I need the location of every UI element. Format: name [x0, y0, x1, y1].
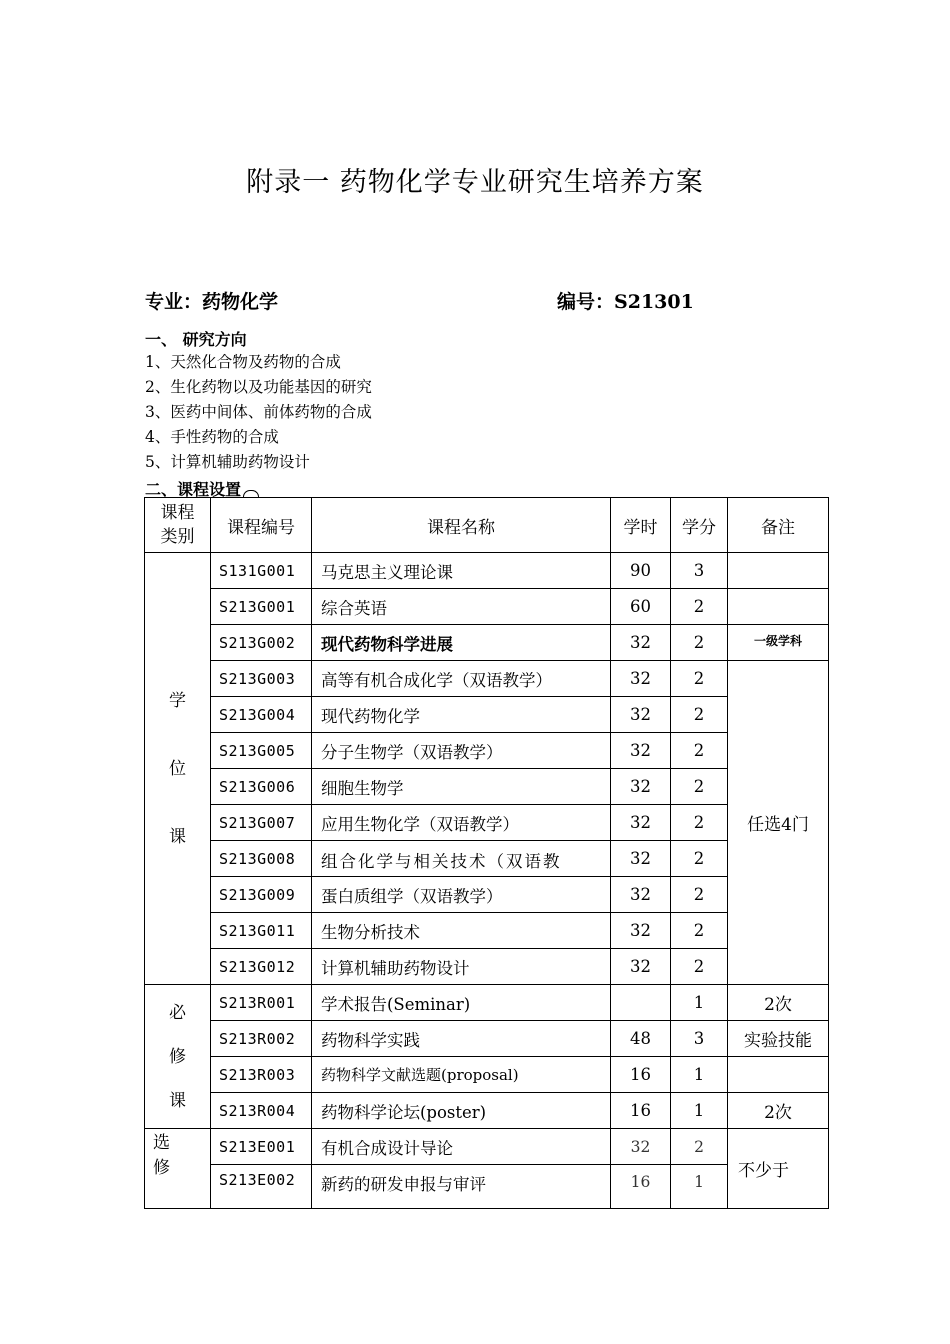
course-credits: 3 [671, 1021, 728, 1057]
table-row [145, 1057, 829, 1093]
table-row [145, 949, 829, 985]
course-name: 分子生物学（双语教学） [312, 733, 611, 769]
table-row [145, 697, 829, 733]
direction-item: 4、手性药物的合成 [145, 428, 279, 446]
course-code: S213G009 [211, 877, 312, 913]
merged-note-elective-group: 不少于 [728, 1129, 829, 1209]
course-hours: 60 [611, 589, 671, 625]
course-name: 药物科学论坛(poster) [312, 1093, 611, 1129]
course-hours: 32 [611, 913, 671, 949]
course-name: 学术报告(Seminar) [312, 985, 611, 1021]
course-credits: 2 [671, 1129, 728, 1165]
course-hours: 32 [611, 841, 671, 877]
course-code: S213G001 [211, 589, 312, 625]
header-name: 课程名称 [312, 498, 611, 553]
course-credits: 2 [671, 697, 728, 733]
course-name: 组合化学与相关技术（双语教 [312, 841, 611, 877]
table-row [145, 1093, 829, 1129]
course-code: S213G007 [211, 805, 312, 841]
course-credits: 2 [671, 733, 728, 769]
course-name: 现代药物化学 [312, 697, 611, 733]
header-note: 备注 [728, 498, 829, 553]
direction-item: 1、天然化合物及药物的合成 [145, 353, 341, 371]
course-name: 有机合成设计导论 [312, 1129, 611, 1165]
course-hours: 32 [611, 661, 671, 697]
course-note [728, 1057, 829, 1093]
course-name: 综合英语 [312, 589, 611, 625]
course-credits: 1 [671, 1165, 728, 1209]
course-code: S213G012 [211, 949, 312, 985]
course-note: 2次 [728, 985, 829, 1021]
course-credits: 2 [671, 805, 728, 841]
table-row [145, 1165, 829, 1209]
course-code: S213G005 [211, 733, 312, 769]
category-elective: 选修 [145, 1129, 211, 1209]
course-note: 实验技能 [728, 1021, 829, 1057]
table-row [145, 805, 829, 841]
course-name: 高等有机合成化学（双语教学） [312, 661, 611, 697]
course-name: 细胞生物学 [312, 769, 611, 805]
course-credits: 3 [671, 553, 728, 589]
table-row [145, 841, 829, 877]
course-name: 蛋白质组学（双语教学） [312, 877, 611, 913]
program-code: 编号：S21301 [557, 291, 694, 313]
course-credits: 2 [671, 625, 728, 661]
section-courses-title-text: 二、课程设置 [145, 480, 242, 499]
course-name: 药物科学文献选题(proposal) [312, 1057, 611, 1093]
course-note [728, 553, 829, 589]
course-code: S213G003 [211, 661, 312, 697]
course-code: S213E002 [211, 1165, 312, 1209]
course-name: 马克思主义理论课 [312, 553, 611, 589]
course-credits: 1 [671, 1093, 728, 1129]
major-label: 专业：药物化学 [145, 291, 279, 313]
course-hours [611, 985, 671, 1021]
category-required: 必 修 课 [145, 985, 211, 1129]
course-credits: 2 [671, 769, 728, 805]
course-hours: 32 [611, 625, 671, 661]
category-degree: 学 位 课 [145, 553, 211, 985]
header-code: 课程编号 [211, 498, 312, 553]
course-hours: 16 [611, 1057, 671, 1093]
table-row [145, 553, 829, 589]
table-row [145, 661, 829, 697]
page-title: 附录一 药物化学专业研究生培养方案 [246, 167, 704, 198]
course-credits: 2 [671, 661, 728, 697]
course-code: S213R004 [211, 1093, 312, 1129]
course-name: 新药的研发申报与审评 [312, 1165, 611, 1209]
course-code: S213G002 [211, 625, 312, 661]
table-row [145, 985, 829, 1021]
table-row [145, 877, 829, 913]
course-name: 药物科学实践 [312, 1021, 611, 1057]
course-name: 现代药物科学进展 [312, 625, 611, 661]
header-category: 课程类别 [145, 498, 211, 553]
edit-mark-icon [243, 490, 259, 497]
course-credits: 1 [671, 1057, 728, 1093]
course-hours: 48 [611, 1021, 671, 1057]
course-note [728, 589, 829, 625]
merged-note-elective-degree: 任选4门 [728, 661, 829, 985]
course-hours: 32 [611, 805, 671, 841]
section-research-directions-title: 一、 研究方向 [145, 330, 247, 349]
course-credits: 2 [671, 841, 728, 877]
course-credits: 2 [671, 589, 728, 625]
course-code: S213R001 [211, 985, 312, 1021]
table-row [145, 589, 829, 625]
course-hours: 32 [611, 877, 671, 913]
table-row [145, 913, 829, 949]
course-credits: 1 [671, 985, 728, 1021]
course-credits: 2 [671, 949, 728, 985]
course-hours: 32 [611, 697, 671, 733]
course-code: S213G011 [211, 913, 312, 949]
course-code: S213G006 [211, 769, 312, 805]
direction-item: 3、医药中间体、前体药物的合成 [145, 403, 372, 421]
course-code: S213G004 [211, 697, 312, 733]
direction-item: 2、生化药物以及功能基因的研究 [145, 378, 372, 396]
table-row [145, 1129, 829, 1165]
course-hours: 32 [611, 949, 671, 985]
table-header-row [145, 498, 829, 553]
course-code: S213E001 [211, 1129, 312, 1165]
course-credits: 2 [671, 877, 728, 913]
course-code: S213R003 [211, 1057, 312, 1093]
course-code: S213R002 [211, 1021, 312, 1057]
course-code: S131G001 [211, 553, 312, 589]
course-name: 计算机辅助药物设计 [312, 949, 611, 985]
direction-item: 5、计算机辅助药物设计 [145, 453, 310, 471]
course-note: 一级学科 [728, 625, 829, 661]
course-name: 应用生物化学（双语教学） [312, 805, 611, 841]
table-row [145, 625, 829, 661]
header-hours: 学时 [611, 498, 671, 553]
course-code: S213G008 [211, 841, 312, 877]
course-hours: 16 [611, 1093, 671, 1129]
course-hours: 90 [611, 553, 671, 589]
course-note: 2次 [728, 1093, 829, 1129]
table-row [145, 733, 829, 769]
table-row [145, 1021, 829, 1057]
research-directions-list [145, 350, 372, 475]
course-hours: 32 [611, 1129, 671, 1165]
header-credits: 学分 [671, 498, 728, 553]
course-credits: 2 [671, 913, 728, 949]
course-table [144, 497, 829, 1209]
course-hours: 16 [611, 1165, 671, 1209]
course-name: 生物分析技术 [312, 913, 611, 949]
course-hours: 32 [611, 769, 671, 805]
course-hours: 32 [611, 733, 671, 769]
table-row [145, 769, 829, 805]
